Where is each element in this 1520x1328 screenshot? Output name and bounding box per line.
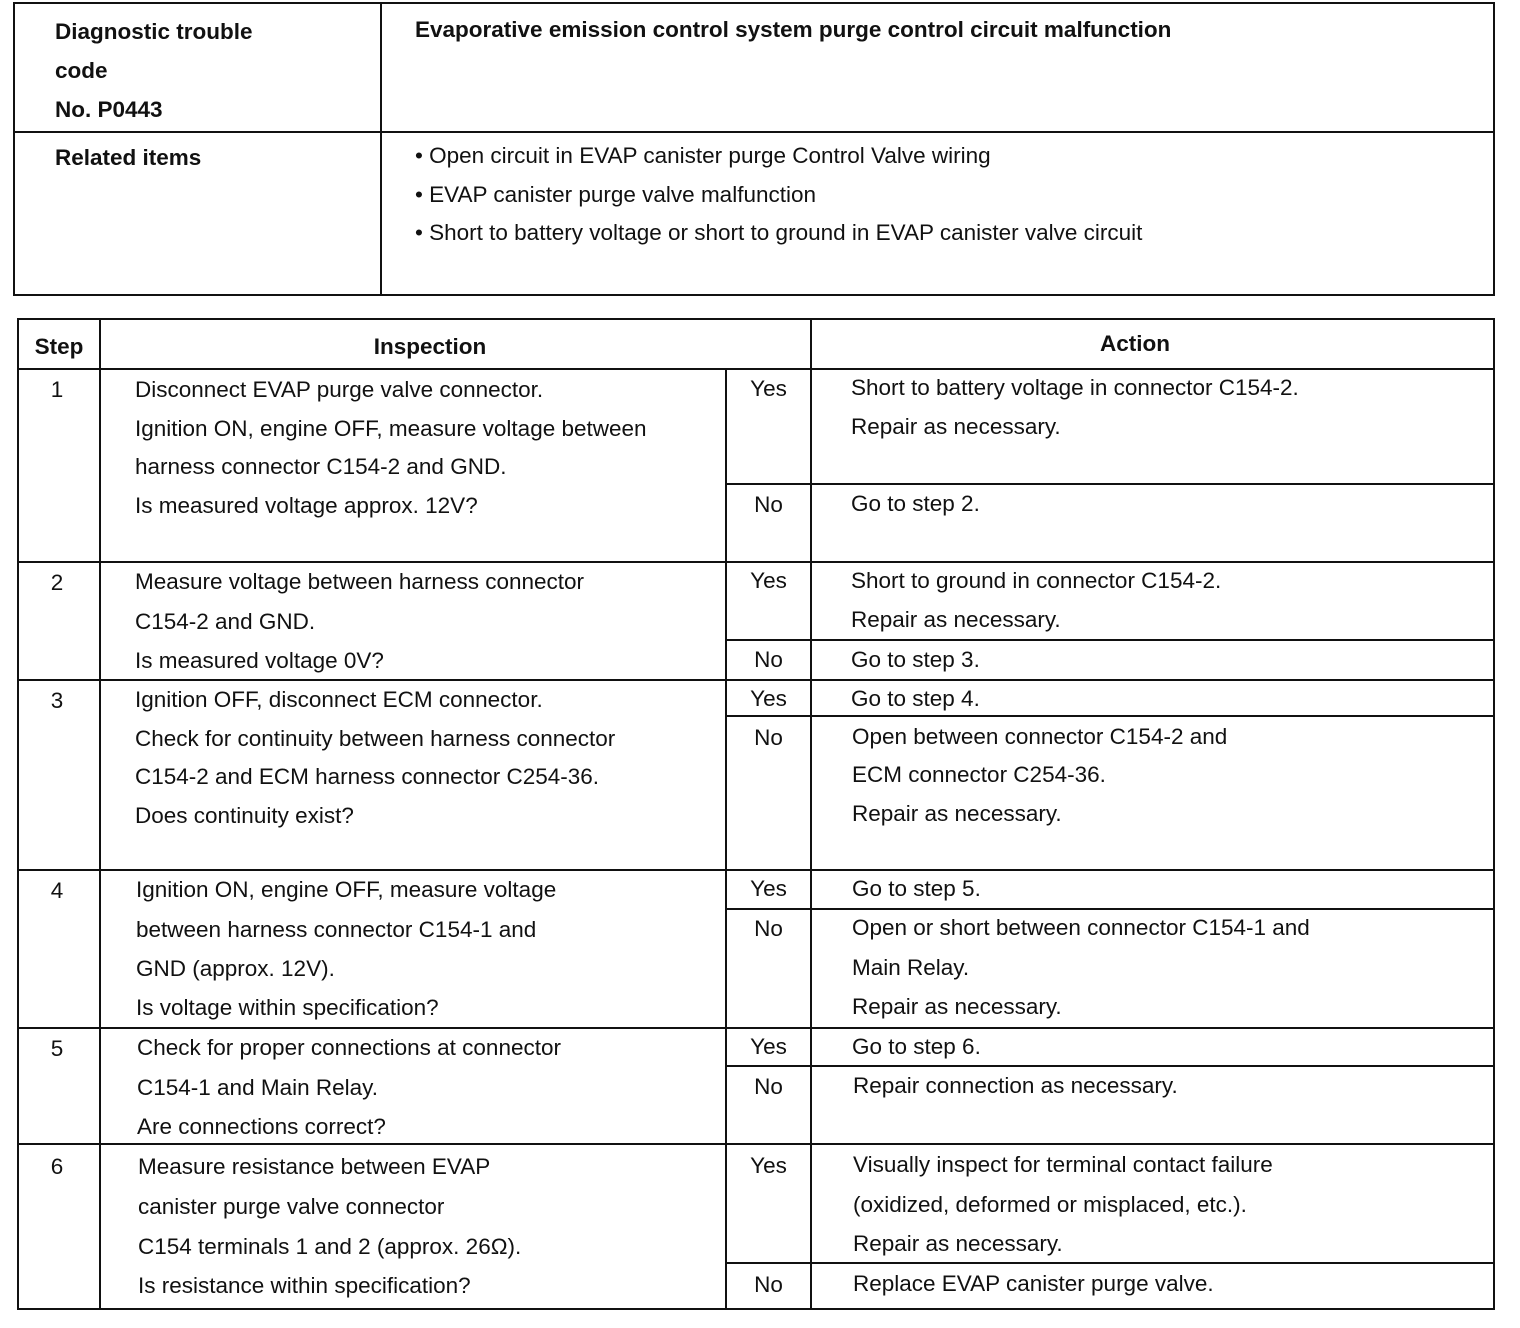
- inspection-text: Ignition OFF, disconnect ECM connector.: [135, 687, 543, 712]
- no-label: No: [754, 647, 783, 672]
- col-header-action: Action: [1100, 331, 1170, 356]
- no-label: No: [754, 492, 783, 517]
- action-text: Repair as necessary.: [851, 607, 1061, 632]
- col-line-action: [810, 318, 812, 1310]
- step-number: 3: [50, 688, 64, 713]
- no-label: No: [754, 725, 783, 750]
- inspection-text: Disconnect EVAP purge valve connector.: [135, 377, 544, 402]
- yes-label: Yes: [750, 376, 787, 401]
- action-text: Repair as necessary.: [851, 414, 1061, 439]
- inspection-text: C154 terminals 1 and 2 (approx. 26Ω).: [138, 1234, 522, 1259]
- inspection-text: Are connections correct?: [137, 1114, 386, 1139]
- inspection-text: canister purge valve connector: [138, 1194, 445, 1219]
- yes-label: Yes: [750, 1153, 787, 1178]
- step-number: 2: [50, 570, 64, 595]
- yes-no-separator: [725, 483, 1495, 485]
- yes-label: Yes: [750, 686, 787, 711]
- header-divider-vertical: [380, 2, 382, 296]
- no-label: No: [754, 1272, 783, 1297]
- inspection-text: Check for proper connections at connector: [137, 1035, 561, 1060]
- action-text: Go to step 5.: [852, 876, 981, 901]
- inspection-text: between harness connector C154-1 and: [136, 917, 537, 942]
- inspection-text: GND (approx. 12V).: [136, 956, 335, 981]
- action-text: Short to ground in connector C154-2.: [851, 568, 1222, 593]
- action-text: Repair connection as necessary.: [853, 1073, 1178, 1098]
- yes-label: Yes: [750, 568, 787, 593]
- related-item: • Open circuit in EVAP canister purge Control Valve wiring: [415, 143, 991, 168]
- action-text: Repair as necessary.: [852, 994, 1062, 1019]
- no-label: No: [754, 916, 783, 941]
- inspection-text: Does continuity exist?: [135, 803, 354, 828]
- inspection-text: Ignition ON, engine OFF, measure voltage: [136, 877, 557, 902]
- action-text: Go to step 2.: [851, 491, 980, 516]
- dtc-label-line-1: Diagnostic trouble: [55, 19, 253, 44]
- action-text: Go to step 4.: [851, 686, 980, 711]
- action-text: Open or short between connector C154-1 and: [852, 915, 1310, 940]
- dtc-label-line-2: code: [55, 58, 108, 83]
- step-number: 4: [50, 878, 64, 903]
- action-text: Go to step 6.: [852, 1034, 981, 1059]
- step-number: 6: [50, 1154, 64, 1179]
- inspection-text: C154-1 and Main Relay.: [137, 1075, 378, 1100]
- action-text: Replace EVAP canister purge valve.: [853, 1271, 1214, 1296]
- inspection-text: C154-2 and GND.: [135, 609, 316, 634]
- inspection-text: C154-2 and ECM harness connector C254-36.: [135, 764, 600, 789]
- col-header-step: Step: [34, 334, 84, 359]
- inspection-text: Is measured voltage 0V?: [135, 648, 384, 673]
- action-text: ECM connector C254-36.: [852, 762, 1106, 787]
- inspection-text: Is measured voltage approx. 12V?: [135, 493, 478, 518]
- action-text: Main Relay.: [852, 955, 970, 980]
- yes-label: Yes: [750, 876, 787, 901]
- inspection-text: Measure resistance between EVAP: [138, 1154, 491, 1179]
- action-text: Visually inspect for terminal contact failure: [853, 1152, 1273, 1177]
- related-items-label: Related items: [55, 145, 202, 170]
- action-text: (oxidized, deformed or misplaced, etc.).: [853, 1192, 1247, 1217]
- step-number: 5: [50, 1036, 64, 1061]
- inspection-text: Is voltage within specification?: [136, 995, 439, 1020]
- action-text: Open between connector C154-2 and: [852, 724, 1228, 749]
- inspection-text: Is resistance within specification?: [138, 1273, 471, 1298]
- inspection-text: Measure voltage between harness connector: [135, 569, 585, 594]
- action-text: Repair as necessary.: [853, 1231, 1063, 1256]
- dtc-code: No. P0443: [55, 97, 163, 122]
- yes-no-separator: [725, 639, 1495, 641]
- no-label: No: [754, 1074, 783, 1099]
- col-header-inspection: Inspection: [373, 334, 487, 359]
- step-number: 1: [50, 377, 64, 402]
- action-text: Go to step 3.: [851, 647, 980, 672]
- inspection-text: harness connector C154-2 and GND.: [135, 454, 507, 479]
- yes-label: Yes: [750, 1034, 787, 1059]
- dtc-title: Evaporative emission control system purge control circuit malfunction: [415, 17, 1172, 42]
- related-item: • Short to battery voltage or short to ground in EVAP canister valve circuit: [415, 220, 1143, 245]
- action-text: Short to battery voltage in connector C154-2.: [851, 375, 1299, 400]
- header-divider-horizontal: [13, 131, 1495, 133]
- action-text: Repair as necessary.: [852, 801, 1062, 826]
- related-item: • EVAP canister purge valve malfunction: [415, 182, 817, 207]
- inspection-text: Check for continuity between harness connector: [135, 726, 616, 751]
- inspection-text: Ignition ON, engine OFF, measure voltage between: [135, 416, 647, 441]
- col-line-step: [99, 318, 101, 1310]
